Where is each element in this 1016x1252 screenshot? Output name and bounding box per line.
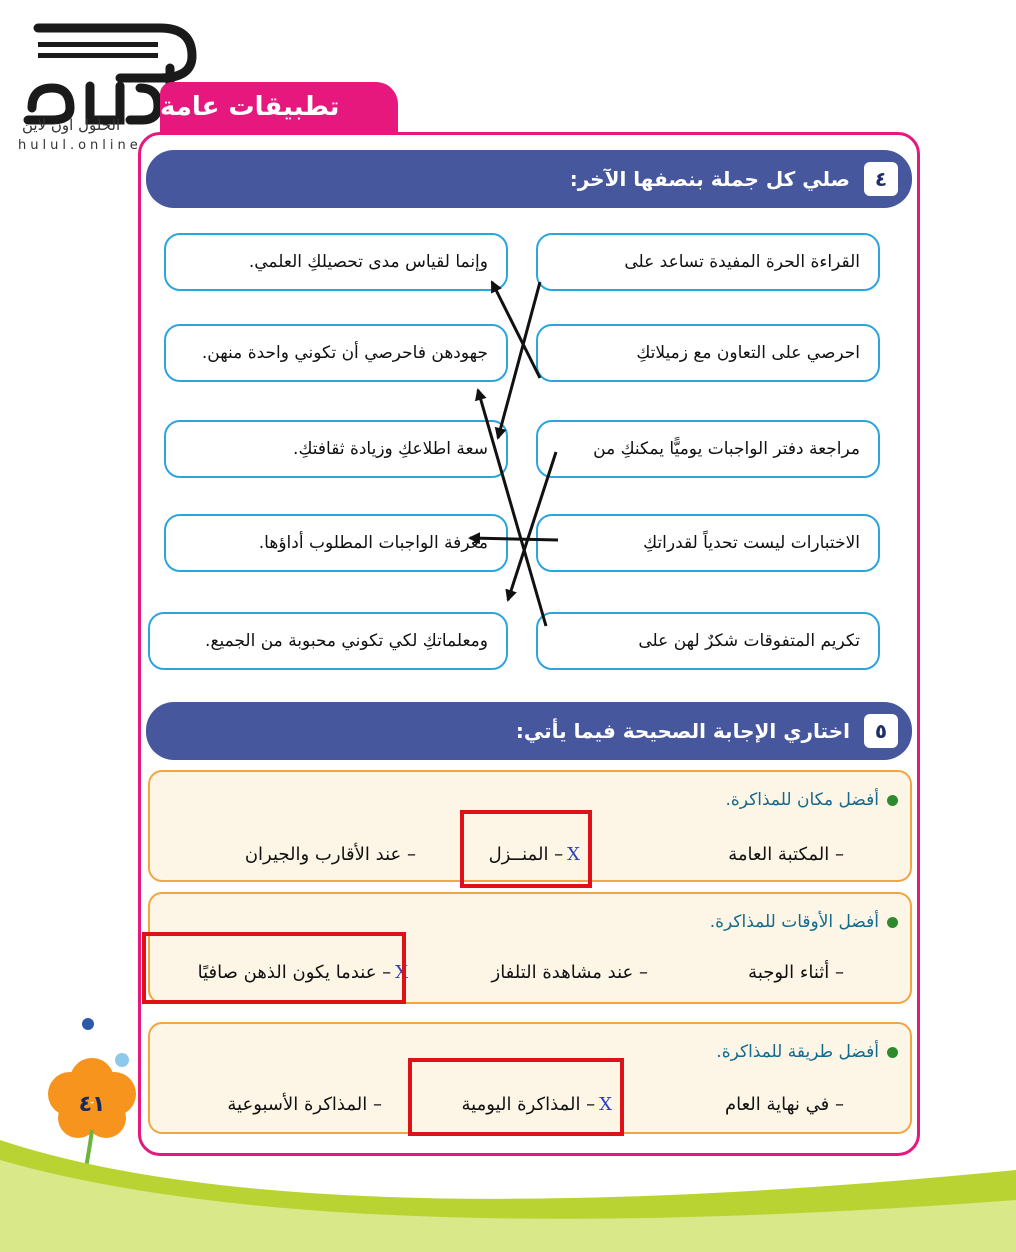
q2-option-2[interactable]: – عند مشاهدة التلفاز <box>491 962 648 983</box>
question-1 <box>148 770 912 882</box>
bullet-icon <box>887 1047 898 1058</box>
section-5-header <box>146 702 912 760</box>
answer-highlight-box <box>408 1058 624 1136</box>
question-1-title: أفضل مكان للمذاكرة. <box>726 790 899 810</box>
q3-option-3[interactable]: – المذاكرة الأسبوعية <box>227 1094 382 1115</box>
section-5-heading: اختاري الإجابة الصحيحة فيما يأتي: <box>515 719 850 743</box>
match-arrow-2 <box>492 282 540 378</box>
match-left-2[interactable]: جهودهن فاحرصي أن تكوني واحدة منهن. <box>164 324 508 382</box>
match-left-1[interactable]: وإنما لقياس مدى تحصيلكِ العلمي. <box>164 233 508 291</box>
match-right-3[interactable]: مراجعة دفتر الواجبات يوميًّا يمكنكِ من <box>536 420 880 478</box>
match-right-2[interactable]: احرصي على التعاون مع زميلاتكِ <box>536 324 880 382</box>
section-4-number: ٤ <box>864 162 898 196</box>
q2-option-1[interactable]: – أثناء الوجبة <box>748 962 844 983</box>
answer-highlight-box <box>460 810 592 888</box>
match-right-5[interactable]: تكريم المتفوقات شكرٌ لهن على <box>536 612 880 670</box>
logo-url: hulul.online <box>18 138 142 153</box>
q3-option-2[interactable]: X– المذاكرة اليومية <box>461 1094 612 1115</box>
logo-tagline: الحلول اون لاين <box>22 116 121 134</box>
q1-option-1[interactable]: – المكتبة العامة <box>728 844 844 865</box>
bullet-icon <box>887 795 898 806</box>
question-3-title: أفضل طريقة للمذاكرة. <box>716 1042 898 1062</box>
x-mark-icon: X <box>395 962 408 983</box>
q2-option-3[interactable]: X– عندما يكون الذهن صافيًا <box>197 962 408 983</box>
match-right-1[interactable]: القراءة الحرة المفيدة تساعد على <box>536 233 880 291</box>
answer-highlight-box <box>142 932 406 1004</box>
match-left-3[interactable]: سعة اطلاعكِ وزيادة ثقافتكِ. <box>164 420 508 478</box>
q1-option-2[interactable]: X– المنــزل <box>488 844 580 865</box>
question-2 <box>148 892 912 1004</box>
bullet-icon <box>887 917 898 928</box>
match-arrow-4 <box>470 538 558 540</box>
section-5-number: ٥ <box>864 714 898 748</box>
q3-option-1[interactable]: – في نهاية العام <box>724 1094 844 1115</box>
x-mark-icon: X <box>567 844 580 865</box>
x-mark-icon: X <box>599 1094 612 1115</box>
page-title: تطبيقات عامة <box>160 82 398 132</box>
match-left-4[interactable]: معرفة الواجبات المطلوب أداؤها. <box>164 514 508 572</box>
question-2-title: أفضل الأوقات للمذاكرة. <box>710 912 898 932</box>
q1-option-3[interactable]: – عند الأقارب والجيران <box>244 844 416 865</box>
match-left-5[interactable]: ومعلماتكِ لكي تكوني محبوبة من الجميع. <box>148 612 508 670</box>
section-4-heading: صلي كل جملة بنصفها الآخر: <box>569 167 850 191</box>
match-right-4[interactable]: الاختبارات ليست تحدياً لقدراتكِ <box>536 514 880 572</box>
bottom-swoosh-decoration <box>0 1130 1016 1252</box>
page-number: ٤١ <box>78 1091 106 1117</box>
question-3 <box>148 1022 912 1134</box>
